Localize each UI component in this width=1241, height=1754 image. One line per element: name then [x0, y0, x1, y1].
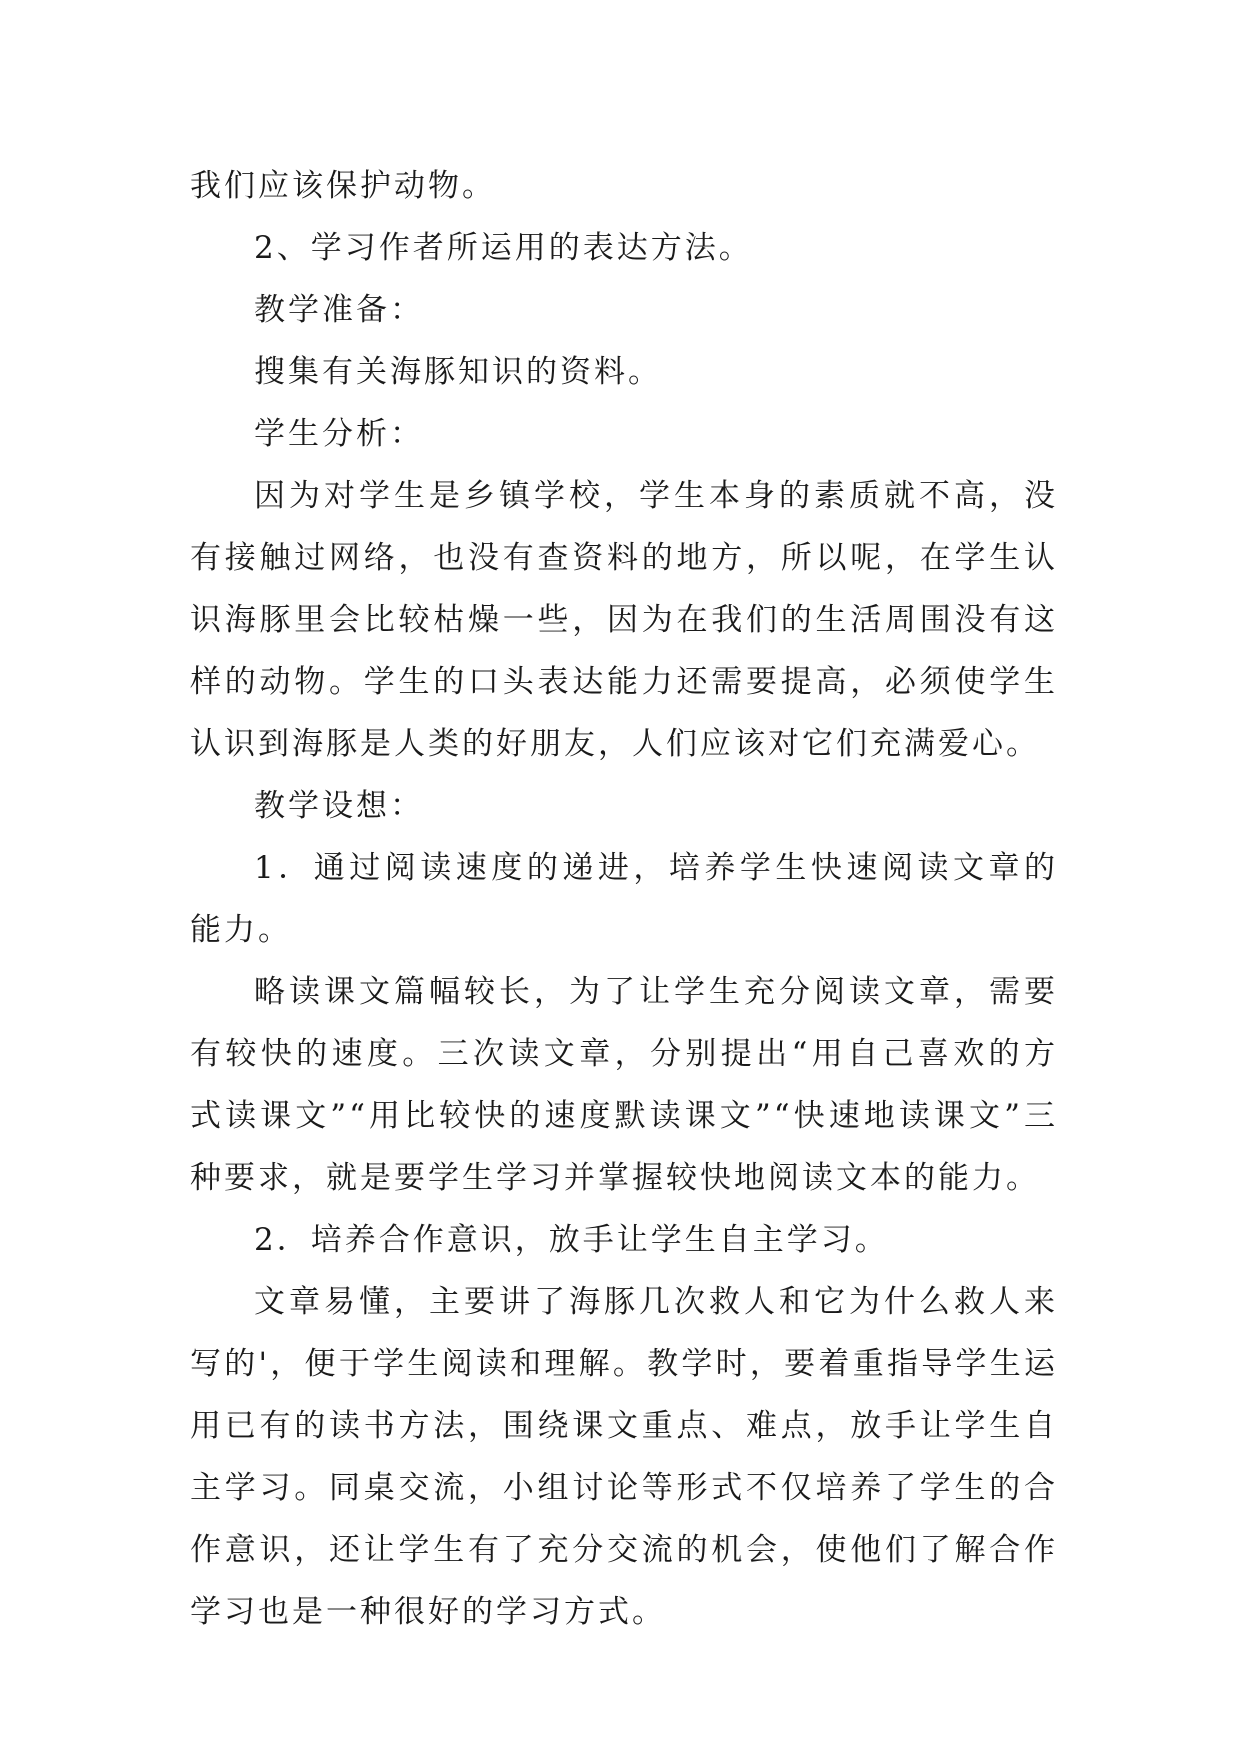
paragraph-continuation: 我们应该保护动物。	[190, 168, 496, 204]
heading-student-analysis: 学生分析：	[254, 416, 424, 452]
heading-teaching-preparation: 教学准备：	[254, 292, 424, 328]
paragraph-preparation: 搜集有关海豚知识的资料。	[254, 354, 662, 390]
heading-teaching-concept: 教学设想：	[254, 788, 424, 824]
paragraph-concept-1-detail: 略读课文篇幅较长，为了让学生充分阅读文章，需要有较快的速度。三次读文章，分别提出“用自己喜欢的方式读课文”“用比较快的速度默读课文”“快速地读课文”三种要求，就是要学生学习并掌握较快地阅读文本的能力。	[190, 974, 1058, 1196]
paragraph-student-analysis: 因为对学生是乡镇学校，学生本身的素质就不高，没有接触过网络，也没有查资料的地方，所以呢，在学生认识海豚里会比较枯燥一些，因为在我们的生活周围没有这样的动物。学生的口头表达能力还需要提高，必须使学生认识到海豚是人类的好朋友，人们应该对它们充满爱心。	[190, 478, 1058, 762]
document-body	[190, 155, 1058, 1643]
paragraph-concept-2: 2．培养合作意识，放手让学生自主学习。	[254, 1222, 889, 1258]
paragraph-concept-2-detail: 文章易懂，主要讲了海豚几次救人和它为什么救人来写的'，便于学生阅读和理解。教学时，要着重指导学生运用已有的读书方法，围绕课文重点、难点，放手让学生自主学习。同桌交流，小组讨论等形式不仅培养了学生的合作意识，还让学生有了充分交流的机会，使他们了解合作学习也是一种很好的学习方式。	[190, 1284, 1058, 1630]
paragraph-concept-1: 1．通过阅读速度的递进，培养学生快速阅读文章的能力。	[190, 850, 1058, 948]
paragraph-objective-2: 2、学习作者所运用的表达方法。	[254, 230, 753, 266]
